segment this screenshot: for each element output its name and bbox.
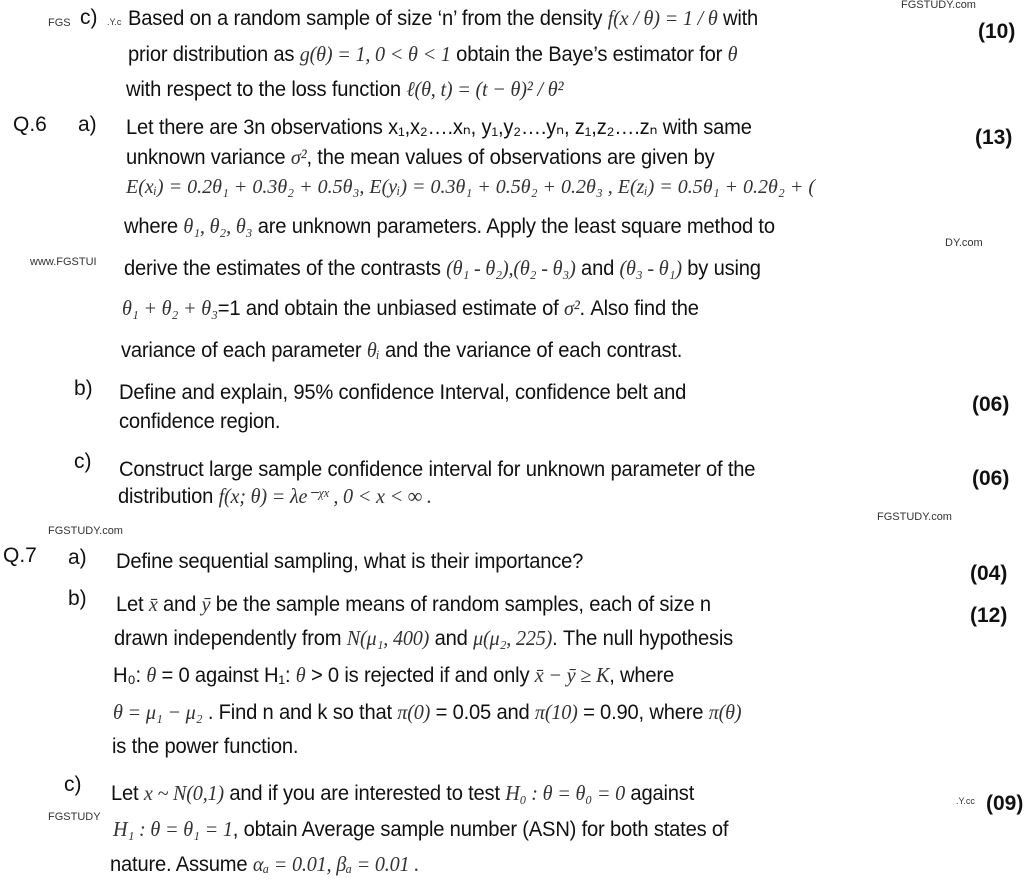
q6a-line5: derive the estimates of the contrasts (θ₁ - θ₂),(θ₂ - θ₃) and (θ₃ - θ₁) by using bbox=[124, 256, 761, 280]
question-number: Q.7 bbox=[3, 544, 37, 567]
part-label: c) bbox=[74, 450, 92, 473]
q7b-line5: is the power function. bbox=[112, 735, 299, 758]
math-prior: g(θ) = 1, 0 < θ < 1 bbox=[299, 42, 451, 66]
q6a-line4: where θ₁, θ₂, θ₃ are unknown parameters. Apply the least square method to bbox=[124, 214, 775, 238]
marks: (04) bbox=[970, 562, 1008, 585]
q7b-line1: Let x̄ and ȳ be the sample means of random samples, each of size n bbox=[116, 592, 711, 616]
q6a-line6: θ₁ + θ₂ + θ₃=1 and obtain the unbiased estimate of σ². Also find the bbox=[122, 296, 699, 320]
watermark-q6-right: DY.com bbox=[945, 237, 983, 249]
q6a-line1: Let there are 3n observations x₁,x₂….xₙ, y₁,y₂….yₙ, z₁,z₂….zₙ with same bbox=[126, 116, 752, 139]
marks: (06) bbox=[972, 393, 1010, 416]
q5c-line2: prior distribution as g(θ) = 1, 0 < θ < 1 obtain the Baye’s estimator for θ bbox=[128, 42, 738, 66]
part-label: c) bbox=[64, 773, 82, 796]
marks: (12) bbox=[970, 604, 1008, 627]
q7b-line2: drawn independently from N(μ₁, 400) and μ(μ₂, 225). The null hypothesis bbox=[114, 626, 734, 650]
watermark-q5c-left: FGS bbox=[48, 17, 71, 29]
watermark-top-right: FGSTUDY.com bbox=[901, 0, 976, 11]
q6c-line1: Construct large sample confidence interval for unknown parameter of the bbox=[119, 458, 756, 481]
part-label: a) bbox=[78, 113, 97, 136]
q6c-line2: distribution f(x; θ) = λe⁻ᵡˣ , 0 < x < ∞ . bbox=[118, 484, 432, 508]
watermark-q7c-right: .Y.cc bbox=[956, 796, 975, 806]
q7a-line1: Define sequential sampling, what is their importance? bbox=[116, 550, 584, 573]
q6a-line2: unknown variance σ², the mean values of observations are given by bbox=[126, 145, 715, 169]
part-label: a) bbox=[68, 546, 87, 569]
question-number: Q.6 bbox=[13, 113, 47, 136]
watermark-q6-left: www.FGSTUI bbox=[30, 256, 97, 268]
math-density: f(x / θ) = 1 / θ bbox=[607, 6, 718, 30]
marks: (06) bbox=[972, 467, 1010, 490]
q7b-line4: θ = μ₁ − μ₂ . Find n and k so that π(0) = 0.05 and π(10) = 0.90, where π(θ) bbox=[113, 700, 742, 724]
q7c-line1: Let x ~ N(0,1) and if you are interested to test H₀ : θ = θ₀ = 0 against bbox=[111, 781, 695, 805]
watermark-q7c-left: FGSTUDY bbox=[48, 811, 101, 823]
math-loss: ℓ(θ, t) = (t − θ)² / θ² bbox=[406, 77, 564, 101]
q7b-line3: H₀: θ = 0 against H₁: θ > 0 is rejected if and only x̄ − ȳ ≥ K, where bbox=[113, 663, 674, 687]
q6b-line1: Define and explain, 95% confidence Interval, confidence belt and bbox=[119, 381, 687, 404]
watermark-q5c-mid: .Y.c bbox=[107, 17, 122, 27]
marks: (10) bbox=[978, 20, 1016, 43]
marks: (13) bbox=[975, 126, 1013, 149]
q6a-line7: variance of each parameter θᵢ and the variance of each contrast. bbox=[121, 338, 683, 362]
q6a-expectations: E(xᵢ) = 0.2θ₁ + 0.3θ₂ + 0.5θ₃, E(yᵢ) = 0.3θ₁ + 0.5θ₂ + 0.2θ₃ , E(zᵢ) = 0.5θ₁ + 0.2θ₂ + ( bbox=[126, 176, 815, 198]
watermark-mid-right: FGSTUDY.com bbox=[877, 511, 952, 523]
part-label: c) bbox=[80, 6, 98, 29]
q7c-line3: nature. Assume αₐ = 0.01, βₐ = 0.01 . bbox=[110, 852, 420, 876]
q6b-line2: confidence region. bbox=[119, 410, 281, 433]
part-label: b) bbox=[68, 587, 87, 610]
q5c-line3: with respect to the loss function ℓ(θ, t) = (t − θ)² / θ² bbox=[126, 77, 564, 101]
part-label: b) bbox=[74, 377, 93, 400]
watermark-mid-left: FGSTUDY.com bbox=[48, 525, 123, 537]
q7c-line2: H₁ : θ = θ₁ = 1, obtain Average sample number (ASN) for both states of bbox=[113, 817, 729, 841]
q5c-line1: Based on a random sample of size ‘n’ from the density f(x / θ) = 1 / θ with bbox=[128, 6, 759, 30]
marks: (09) bbox=[986, 792, 1024, 815]
